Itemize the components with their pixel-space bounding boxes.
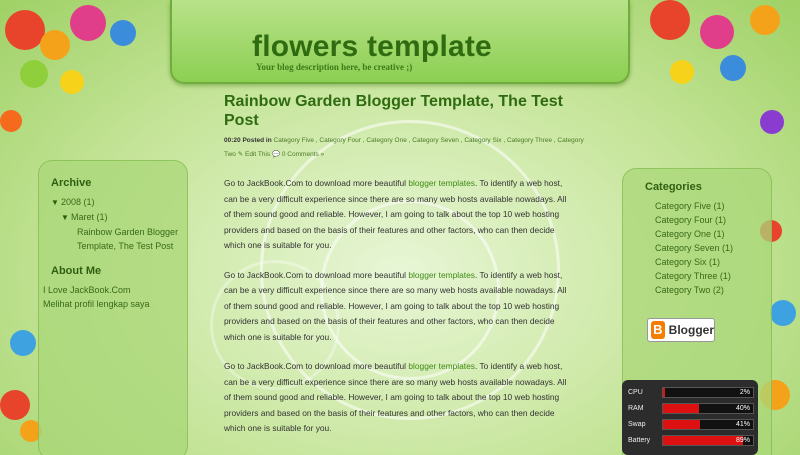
meter-value: 41% [735, 420, 750, 428]
edit-pencil-icon[interactable]: ✎ [237, 151, 244, 158]
archive-month[interactable]: ▼ Maret (1) [51, 210, 181, 225]
meter-swap [626, 416, 754, 432]
meter-fill [663, 420, 700, 429]
meter-bar [662, 419, 754, 430]
category-link[interactable]: Category Six (1) [655, 257, 721, 267]
post-category-link[interactable]: Category One [366, 137, 407, 144]
category-link[interactable]: Category Five (1) [655, 201, 725, 211]
post-category-link[interactable]: Category Three [506, 137, 552, 144]
comments-link[interactable]: 0 Comments » [281, 151, 325, 158]
blog-title[interactable]: flowers template [252, 30, 492, 63]
collapse-triangle-icon[interactable]: ▼ [61, 213, 69, 222]
post-body [224, 176, 569, 451]
blogger-templates-link[interactable]: blogger templates [408, 269, 475, 280]
blog-header [170, 0, 630, 84]
post-meta: 00:20 Posted in Category Five , Category Four , Category One , Category Seven , Category Six , Category Three , Category Two ✎ Edit This 💬 0 Comments » [224, 137, 584, 158]
post-paragraph: Go to JackBook.Com to download more beautiful blogger templates. To identify a web host, can be a very difficult experience since there are so many web hosts available nowadays. All of them sound good and reliable. However, I am going to talk about the top 10 web hosting providers and based on the basis of their features and other factors, who can then decide which one is suitable for you. [224, 178, 567, 250]
post-category-link[interactable]: Category Six [464, 137, 502, 144]
archive-heading: Archive [51, 177, 92, 189]
meter-fill [663, 404, 699, 413]
blogger-templates-link[interactable]: blogger templates [408, 361, 475, 371]
meter-battery [626, 432, 754, 448]
post-category-link[interactable]: Category Five [273, 137, 314, 144]
post-paragraph: Go to JackBook.Com to download more beautiful blogger templates. To identify a web host, can be a very difficult experience since there are so many web hosts available nowadays. All of them sound good and reliable. However, I am going to talk about the top 10 web hosting providers and based on the basis of their features and other factors, who can then decide which one is suitable for you. [224, 269, 567, 342]
left-sidebar [38, 160, 188, 455]
meter-value: 40% [735, 404, 750, 412]
meter-bar [662, 435, 754, 446]
meter-label: CPU [628, 388, 643, 396]
edit-link[interactable]: Edit This [245, 151, 271, 158]
meter-ram [626, 400, 754, 416]
category-link[interactable]: Category Seven (1) [655, 243, 734, 253]
posted-in-label: Posted in [242, 137, 272, 144]
blogger-logo-icon: B [651, 321, 665, 339]
post-title[interactable]: Rainbow Garden Blogger Template, The Test Post [224, 93, 564, 129]
profile-link[interactable]: Melihat profil lengkap saya [43, 299, 150, 309]
archive-post-link[interactable]: Rainbow Garden Blogger Template, The Test Post [77, 227, 179, 251]
meter-fill [663, 436, 743, 445]
post-time: 00:20 [224, 137, 241, 144]
blogger-badge-label: Blogger [668, 323, 714, 337]
blogger-badge[interactable] [647, 318, 715, 342]
meter-value: 89% [735, 436, 750, 444]
meter-label: Battery [628, 436, 651, 444]
meter-bar [662, 403, 754, 414]
meter-value: 2% [739, 388, 750, 396]
post-category-link[interactable]: Category Seven [412, 137, 459, 144]
blogger-templates-link[interactable]: blogger templates [408, 178, 475, 188]
category-link[interactable]: Category One (1) [655, 229, 725, 239]
main-content [196, 84, 596, 455]
category-link[interactable]: Category Three (1) [655, 271, 731, 281]
about-heading: About Me [51, 265, 102, 277]
categories-heading: Categories [645, 181, 702, 193]
archive-year[interactable]: ▼ 2008 (1) [51, 195, 181, 210]
about-name: I Love JackBook.Com [43, 285, 131, 295]
comment-bubble-icon[interactable]: 💬 [271, 151, 281, 158]
post-category-link[interactable]: Category Four [319, 137, 361, 144]
system-meters-widget [622, 380, 758, 455]
category-link[interactable]: Category Two (2) [655, 285, 724, 295]
post-category-link[interactable]: Category Two [224, 137, 584, 158]
category-link[interactable]: Category Four (1) [655, 215, 727, 225]
meter-bar [662, 387, 754, 398]
meter-fill [663, 388, 665, 397]
collapse-triangle-icon[interactable]: ▼ [51, 198, 59, 207]
blog-description: Your blog description here, be creative ;) [256, 62, 413, 72]
meter-label: RAM [628, 404, 644, 412]
meter-label: Swap [628, 420, 646, 428]
post-paragraph: Go to JackBook.Com to download more beautiful blogger templates. To identify a web host, can be a very difficult experience since there are so many web hosts available nowadays. All of them sound good and reliable. However, I am going to talk about the top 10 web hosting providers and based on the basis of their features and other factors, who can then decide which one is suitable for you. [224, 361, 567, 433]
meter-cpu [626, 384, 754, 400]
